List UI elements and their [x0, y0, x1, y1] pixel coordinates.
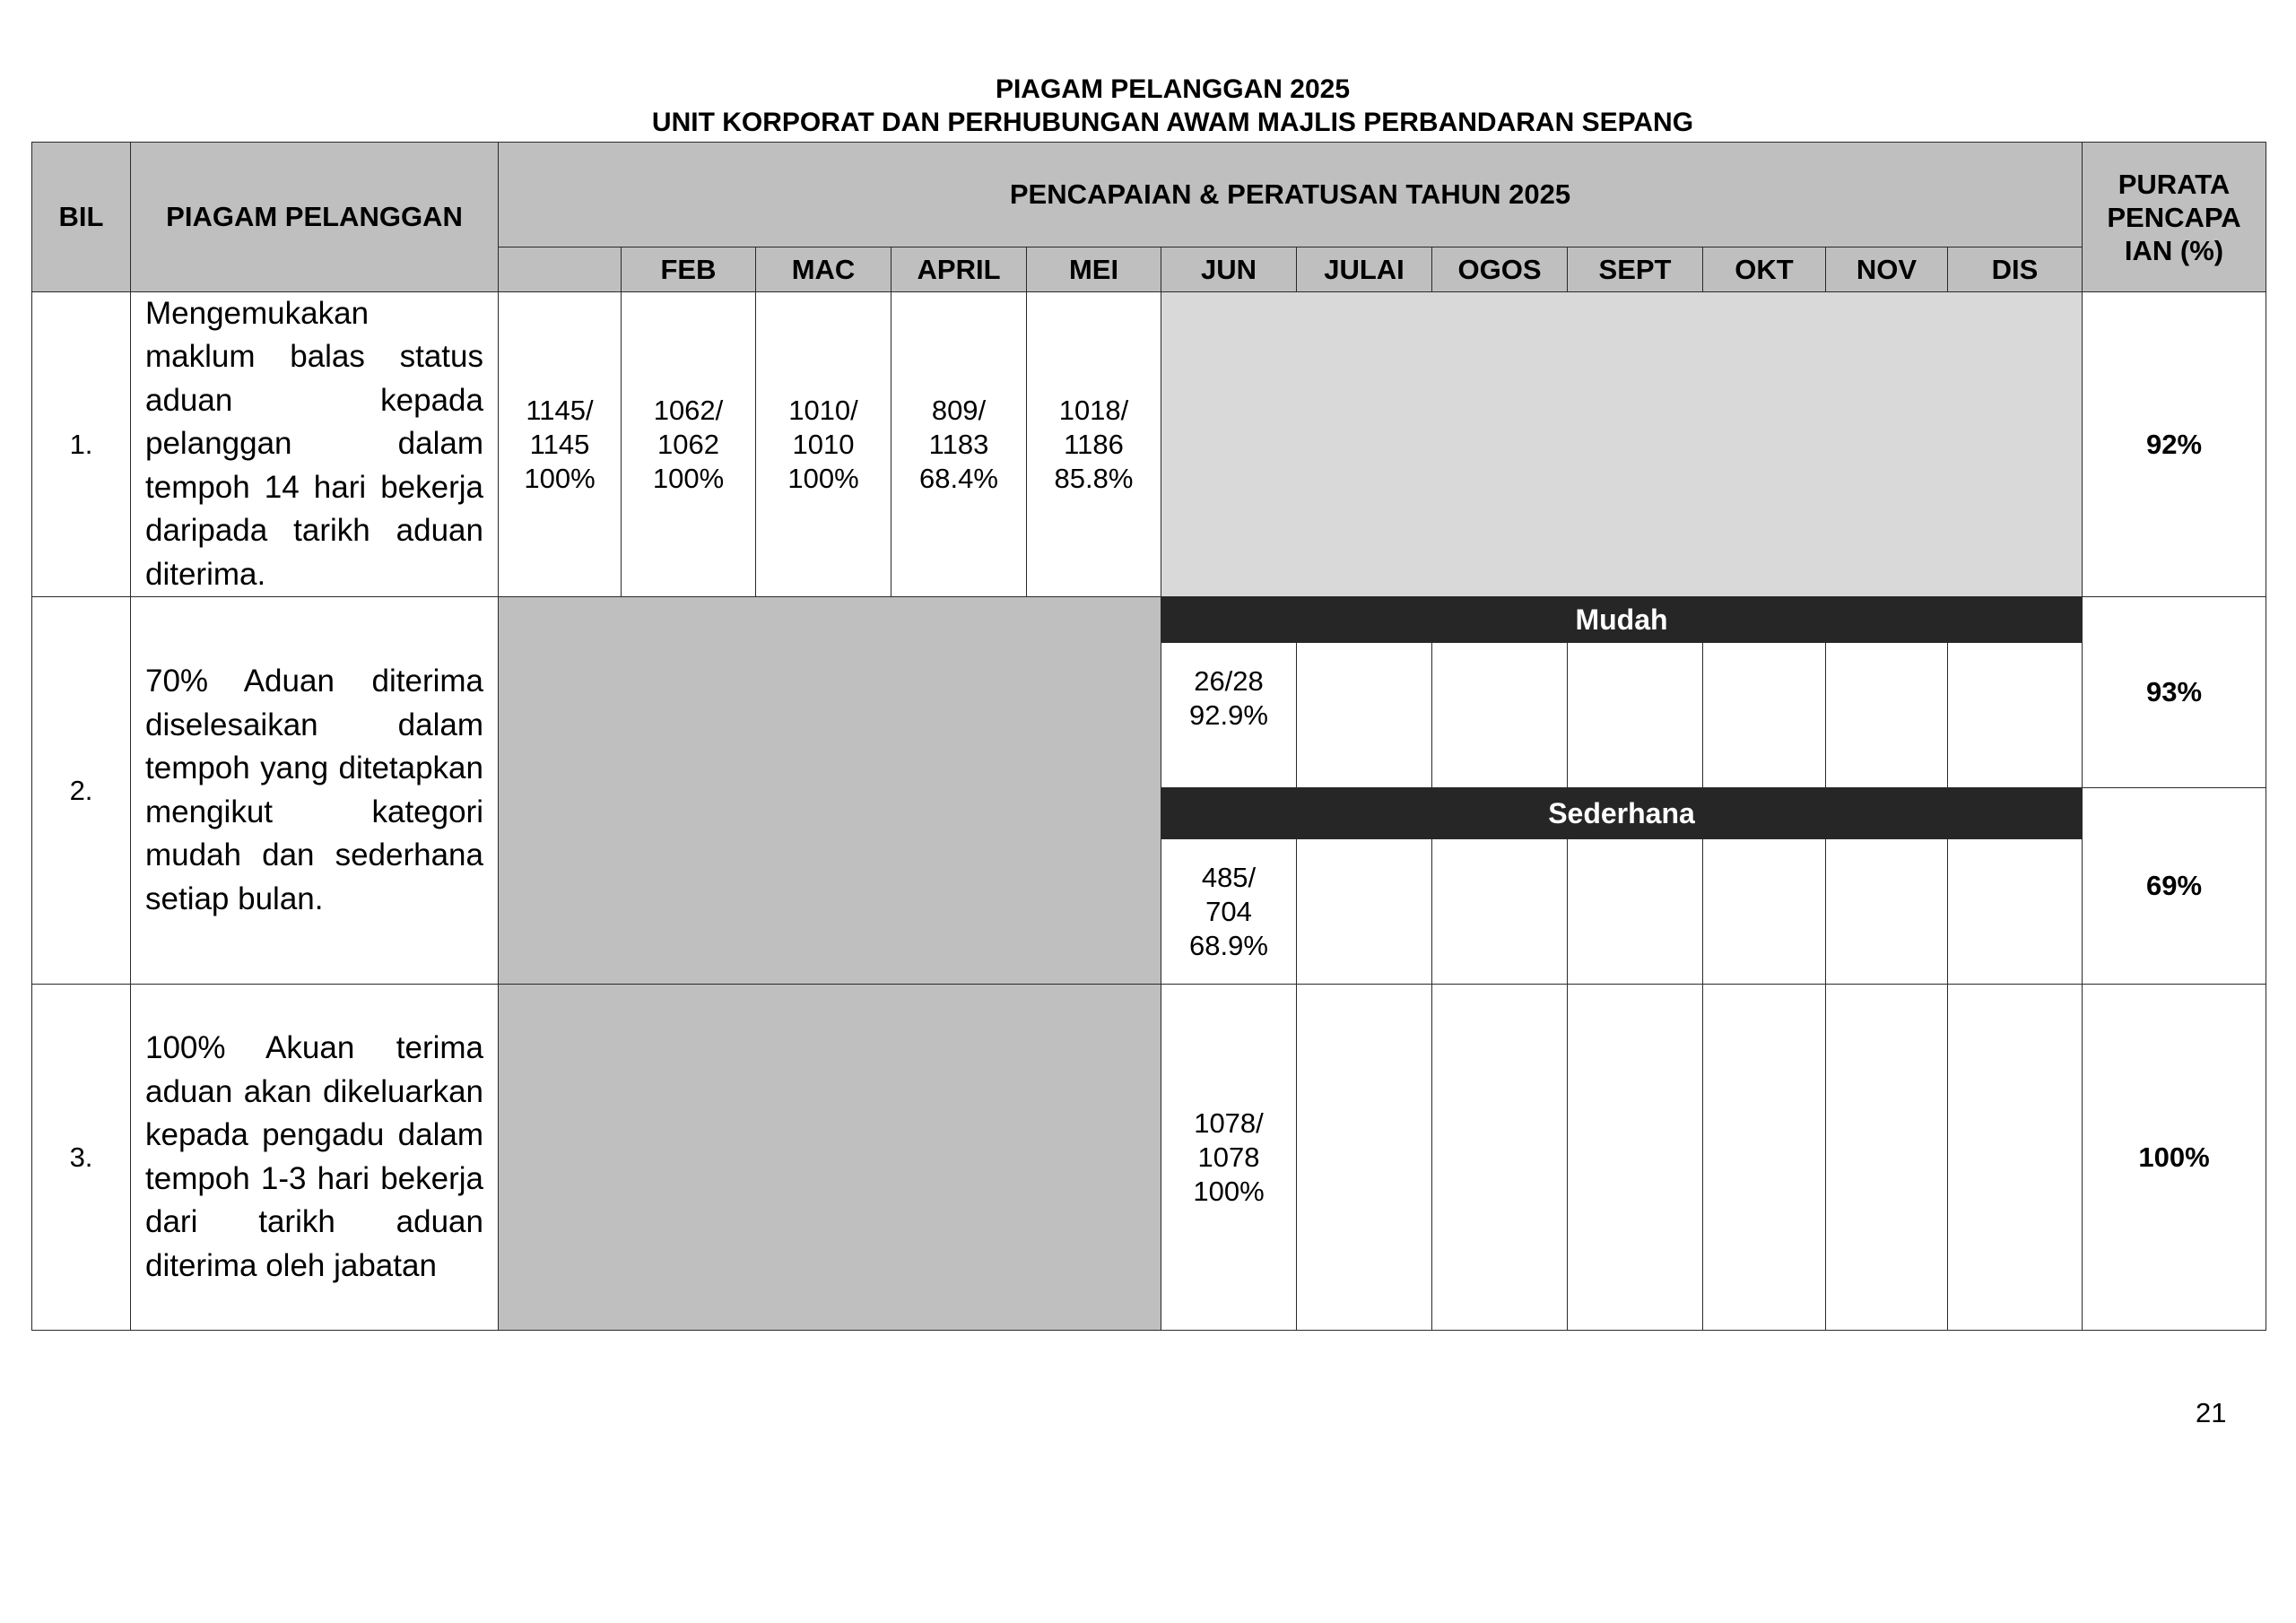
sederhana-band: Sederhana — [1161, 787, 2083, 839]
row3-average: 100% — [2082, 984, 2266, 1331]
mudah-value-jun: 26/28 92.9% — [1161, 642, 1297, 788]
row1-value-jan: 1145/ 1145 100% — [498, 291, 622, 597]
sederhana-value-jun: 485/ 704 68.9% — [1161, 838, 1297, 985]
document-title: PIAGAM PELANGGAN 2025 — [995, 74, 1351, 104]
mudah-value-julai — [1296, 642, 1432, 788]
header-piagam: PIAGAM PELANGGAN — [130, 142, 499, 292]
month-header-jun: JUN — [1161, 247, 1297, 292]
sederhana-value-ogos — [1431, 838, 1568, 985]
row2-shaded-block — [498, 596, 1161, 985]
row3-value-julai — [1296, 984, 1432, 1331]
sederhana-value-nov — [1825, 838, 1948, 985]
row1-value-april: 809/ 1183 68.4% — [891, 291, 1027, 597]
header-purata: PURATA PENCAPA IAN (%) — [2082, 142, 2266, 292]
row1-value-feb: 1062/ 1062 100% — [621, 291, 756, 597]
row3-value-jun: 1078/ 1078 100% — [1161, 984, 1297, 1331]
row1-average: 92% — [2082, 291, 2266, 597]
row3-value-nov — [1825, 984, 1948, 1331]
row2-bil: 2. — [31, 596, 131, 985]
row3-value-okt — [1702, 984, 1826, 1331]
row1-value-mei: 1018/ 1186 85.8% — [1026, 291, 1161, 597]
row1-value-mac: 1010/ 1010 100% — [755, 291, 891, 597]
month-header-ogos: OGOS — [1431, 247, 1568, 292]
month-header-mei: MEI — [1026, 247, 1161, 292]
month-header-okt: OKT — [1702, 247, 1826, 292]
mudah-value-okt — [1702, 642, 1826, 788]
row3-value-sept — [1567, 984, 1703, 1331]
sederhana-value-dis — [1947, 838, 2083, 985]
document-subtitle: UNIT KORPORAT DAN PERHUBUNGAN AWAM MAJLIS PERBANDARAN SEPANG — [651, 108, 1694, 137]
row1-shaded-block — [1161, 291, 2083, 597]
month-header-julai: JULAI — [1296, 247, 1432, 292]
month-header-nov: NOV — [1825, 247, 1948, 292]
row3-value-dis — [1947, 984, 2083, 1331]
header-bil: BIL — [31, 142, 131, 292]
row3-shaded-block — [498, 984, 1161, 1331]
row1-description: Mengemukakan maklum balas status aduan kepada pelanggan dalam tempoh 14 hari bekerja daripada tarikh aduan diterima. — [130, 291, 499, 597]
month-header-dis: DIS — [1947, 247, 2083, 292]
mudah-value-ogos — [1431, 642, 1568, 788]
month-header-blank — [498, 247, 622, 292]
mudah-average: 93% — [2082, 596, 2266, 788]
mudah-value-dis — [1947, 642, 2083, 788]
month-header-april: APRIL — [891, 247, 1027, 292]
sederhana-value-sept — [1567, 838, 1703, 985]
mudah-value-sept — [1567, 642, 1703, 788]
row3-bil: 3. — [31, 984, 131, 1331]
row1-bil: 1. — [31, 291, 131, 597]
sederhana-average: 69% — [2082, 787, 2266, 985]
month-header-mac: MAC — [755, 247, 891, 292]
sederhana-value-okt — [1702, 838, 1826, 985]
header-pencapaian: PENCAPAIAN & PERATUSAN TAHUN 2025 — [498, 142, 2083, 247]
sederhana-value-julai — [1296, 838, 1432, 985]
row2-description: 70% Aduan diterima diselesaikan dalam tempoh yang ditetapkan mengikut kategori mudah dan sederhana setiap bulan. — [130, 596, 499, 985]
row3-value-ogos — [1431, 984, 1568, 1331]
mudah-band: Mudah — [1161, 596, 2083, 643]
month-header-sept: SEPT — [1567, 247, 1703, 292]
mudah-value-nov — [1825, 642, 1948, 788]
month-header-feb: FEB — [621, 247, 756, 292]
page-number: 21 — [2196, 1397, 2227, 1428]
row3-description: 100% Akuan terima aduan akan dikeluarkan kepada pengadu dalam tempoh 1-3 hari bekerja dari tarikh aduan diterima oleh jabatan — [130, 984, 499, 1331]
